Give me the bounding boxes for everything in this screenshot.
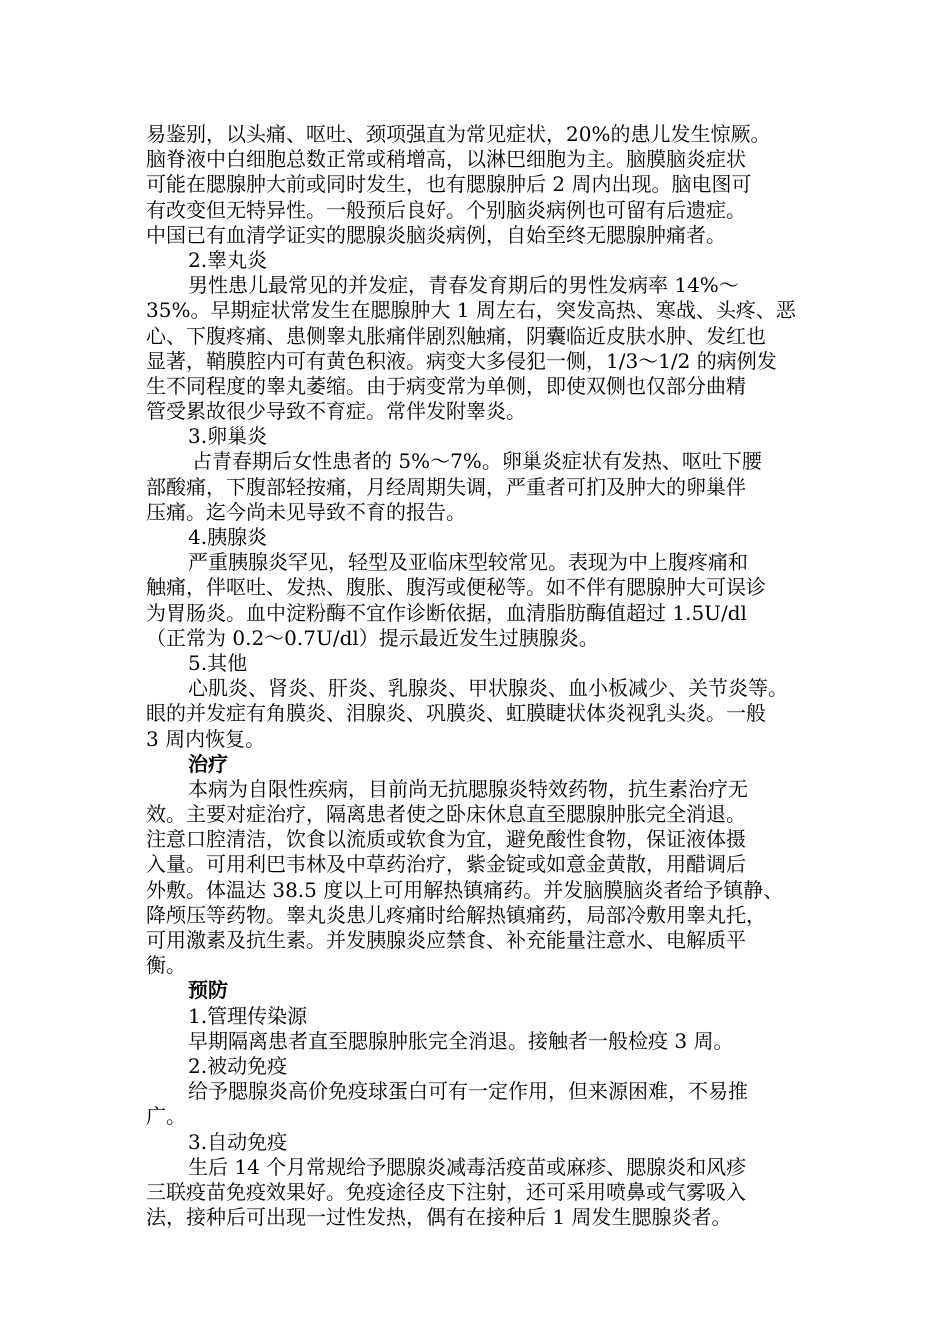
text-line: 有改变但无特异性。一般预后良好。个别脑炎病例也可留有后遗症。 [146,197,746,222]
subheading-oophoritis: 3.卵巢炎 [188,424,268,449]
text-line: 3 周内恢复。 [146,726,266,751]
text-line: 生不同程度的睾丸萎缩。由于病变常为单侧，即使双侧也仅部分曲精 [146,373,746,398]
text-line: 为胃肠炎。血中淀粉酶不宜作诊断依据，血清脂肪酶值超过 1.5U/dl [146,600,747,625]
text-line: 显著，鞘膜腔内可有黄色积液。病变大多侵犯一侧，1/3～1/2 的病例发 [146,348,777,373]
text-line: 效。主要对症治疗，隔离患者使之卧床休息直至腮腺肿胀完全消退。 [146,802,746,827]
subheading-source-control: 1.管理传染源 [188,1003,308,1028]
text-line: 易鉴别，以头痛、呕吐、颈项强直为常见症状，20%的患儿发生惊厥。 [146,122,771,146]
text-line: 男性患儿最常见的并发症，青春发育期后的男性发病率 14%～ [188,273,739,298]
text-line: （正常为 0.2～0.7U/dl）提示最近发生过胰腺炎。 [146,625,599,650]
text-line: 本病为自限性疾病，目前尚无抗腮腺炎特效药物，抗生素治疗无 [188,776,748,801]
section-heading-treatment: 治疗 [188,751,228,776]
text-line: 心肌炎、肾炎、肝炎、乳腺炎、甲状腺炎、血小板减少、关节炎等。 [188,676,788,701]
text-line: 生后 14 个月常规给予腮腺炎减毒活疫苗或麻疹、腮腺炎和风疹 [188,1154,747,1179]
subheading-pancreatitis: 4.胰腺炎 [188,525,268,549]
text-line: 法，接种后可出现一过性发热，偶有在接种后 1 周发生腮腺炎者。 [146,1205,732,1230]
subheading-active-immunity: 3.自动免疫 [188,1129,288,1154]
text-line: 眼的并发症有角膜炎、泪腺炎、巩膜炎、虹膜睫状体炎视乳头炎。一般 [146,701,766,726]
text-line: 早期隔离患者直至腮腺肿胀完全消退。接触者一般检疫 3 周。 [188,1028,734,1053]
text-line: 脑脊液中白细胞总数正常或稍增高，以淋巴细胞为主。脑膜脑炎症状 [146,147,746,172]
text-line: 管受累故很少导致不育症。常伴发附睾炎。 [146,399,526,424]
text-line: 严重胰腺炎罕见，轻型及亚临床型较常见。表现为中上腹疼痛和 [188,550,748,575]
document-body [146,122,811,1230]
text-line: 外敷。体温达 38.5 度以上可用解热镇痛药。并发脑膜脑炎者给予镇静、 [146,877,784,902]
text-line: 占青春期后女性患者的 5%～7%。卵巢炎症状有发热、呕吐下腰 [192,449,762,474]
text-line: 中国已有血清学证实的腮腺炎脑炎病例，自始至终无腮腺肿痛者。 [146,222,726,247]
text-line: 入量。可用利巴韦林及中草药治疗，紫金锭或如意金黄散，用醋调后 [146,852,746,877]
text-line: 降颅压等药物。睾丸炎患儿疼痛时给解热镇痛药，局部冷敷用睾丸托， [146,902,766,927]
text-line: 可能在腮腺肿大前或同时发生，也有腮腺肿后 2 周内出现。脑电图可 [146,172,752,197]
text-line: 心、下腹疼痛、患侧睾丸胀痛伴剧烈触痛，阴囊临近皮肤水肿、发红也 [146,323,766,348]
text-line: 衡。 [146,953,186,978]
text-line: 三联疫苗免疫效果好。免疫途径皮下注射，还可采用喷鼻或气雾吸入 [146,1179,746,1204]
text-line: 广。 [146,1104,186,1129]
text-line: 给予腮腺炎高价免疫球蛋白可有一定作用，但来源困难，不易推 [188,1079,748,1104]
text-line: 部酸痛，下腹部轻按痛，月经周期失调，严重者可扪及肿大的卵巢伴 [146,474,746,499]
section-heading-prevention: 预防 [188,978,228,1003]
subheading-other: 5.其他 [188,650,248,675]
text-line: 触痛，伴呕吐、发热、腹胀、腹泻或便秘等。如不伴有腮腺肿大可误诊 [146,575,766,600]
text-line: 压痛。迄今尚未见导致不育的报告。 [146,499,466,524]
subheading-passive-immunity: 2.被动免疫 [188,1053,288,1078]
text-line: 注意口腔清洁，饮食以流质或软食为宜，避免酸性食物，保证液体摄 [146,827,746,852]
text-line: 可用激素及抗生素。并发胰腺炎应禁食、补充能量注意水、电解质平 [146,928,746,952]
text-line: 35%。早期症状常发生在腮腺肿大 1 周左右，突发高热、寒战、头疼、恶 [146,298,796,323]
subheading-orchitis: 2.睾丸炎 [188,247,268,272]
